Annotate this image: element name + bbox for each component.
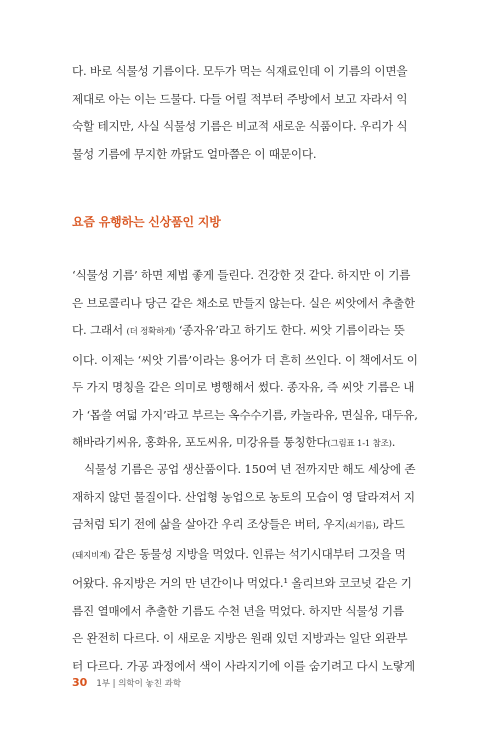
text-line: 가 ‘몹쓸 여덟 가지’라고 부르는 옥수수기름, 카놀라유, 면실유, 대두유, bbox=[72, 407, 418, 422]
text-line: 은 완전히 다르다. 이 새로운 지방은 원래 있던 지방과는 일단 외관부 bbox=[72, 631, 408, 645]
figure-reference: (그림표 1-1 참조) bbox=[327, 439, 392, 449]
text-line: 제대로 아는 이는 드물다. 다들 어릴 적부터 주방에서 보고 자라서 익 bbox=[72, 91, 408, 106]
text-line: 다. 바로 식물성 기름이다. 모두가 먹는 식재료인데 이 기름의 이면을 bbox=[72, 64, 408, 78]
text-line: 숙할 테지만, 사실 식물성 기름은 비교적 새로운 식품이다. 우리가 식 bbox=[72, 119, 408, 133]
text-line: 해바라기씨유, 홍화유, 포도씨유, 미강유를 통칭한다(그림표 1-1 참조). bbox=[72, 435, 396, 449]
text-line: 어왔다. 유지방은 거의 만 년간이나 먹었다.¹ 올리브와 코코넛 같은 기 bbox=[72, 576, 412, 590]
paragraph-industrial bbox=[72, 456, 430, 680]
text-line: 터 다르다. 가공 과정에서 색이 사라지기에 이를 숨기려고 다시 노랗게 bbox=[72, 658, 415, 673]
paragraph-seed-oil bbox=[72, 262, 430, 459]
text-line: 다. 그래서 (더 정확하게) ‘종자유’라고 하기도 한다. 씨앗 기름이라는 뜻 bbox=[72, 323, 405, 337]
inline-note: (쇠기름) bbox=[345, 521, 376, 531]
section-heading: 요즘 유행하는 신상품인 지방 bbox=[72, 215, 221, 229]
text-line: 은 브로콜리나 당근 같은 채소로 만들지 않는다. 실은 씨앗에서 추출한 bbox=[72, 295, 415, 310]
page-number: 30 bbox=[72, 676, 88, 689]
page-footer bbox=[72, 676, 181, 689]
text-line: 식물성 기름은 공업 생산품이다. 150여 년 전까지만 해도 세상에 존 bbox=[84, 462, 416, 476]
inline-note: (돼지비계) bbox=[72, 550, 111, 561]
text-line: 두 가지 명칭을 같은 의미로 병행해서 썼다. 종자유, 즉 씨앗 기름은 내 bbox=[72, 380, 415, 394]
inline-note: (더 정확하게) bbox=[126, 327, 176, 337]
text-line: 재하지 않던 물질이다. 산업형 농업으로 농토의 모습이 영 달라져서 지 bbox=[72, 489, 415, 504]
text-line: ‘식물성 기름’ 하면 제법 좋게 들린다. 건강한 것 같다. 하지만 이 기름 bbox=[72, 268, 411, 282]
text-line: 금처럼 되기 전에 삶을 살아간 우리 조상들은 버터, 우지(쇠기름), 라드 bbox=[72, 517, 405, 531]
text-line: 름진 열매에서 추출한 기름도 수천 년을 먹었다. 하지만 식물성 기름 bbox=[72, 603, 404, 618]
paragraph-intro bbox=[72, 58, 430, 168]
running-header-section: 1부 | 의학이 놓친 과학 bbox=[96, 679, 182, 689]
text-line: 물성 기름에 무지한 까닭도 얼마쯤은 이 때문이다. bbox=[72, 146, 317, 161]
text-line: 이다. 이제는 ‘씨앗 기름’이라는 용어가 더 흔히 쓰인다. 이 책에서도 이 bbox=[72, 352, 418, 367]
text-line: (돼지비계) 같은 동물성 지방을 먹었다. 인류는 석기시대부터 그것을 먹 bbox=[72, 546, 406, 561]
